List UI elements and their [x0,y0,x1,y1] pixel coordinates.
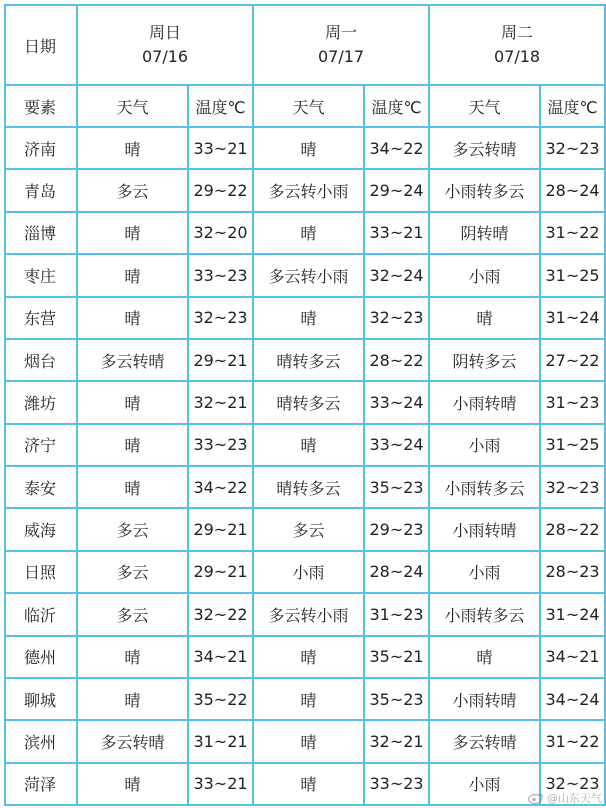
watermark [528,790,602,806]
weather-cell: 晴 [253,763,364,805]
day-header-monday [253,5,429,85]
table-row [5,339,605,381]
weather-cell: 小雨 [429,551,540,593]
date-label: 07/16 [141,47,189,66]
weather-cell: 小雨转晴 [429,678,540,720]
city-cell: 烟台 [5,339,77,381]
temp-cell: 33~24 [364,424,429,466]
day-header-sunday [77,5,253,85]
temp-label-cell: 温度℃ [540,85,605,127]
element-label-cell: 要素 [5,85,77,127]
date-label-cell: 日期 [5,5,77,85]
weather-cell: 晴转多云 [253,381,364,423]
weather-cell: 阴转多云 [429,339,540,381]
weather-forecast-table [4,4,606,806]
temp-cell: 31~23 [540,381,605,423]
weather-cell: 晴 [77,466,188,508]
weather-cell: 多云转小雨 [253,169,364,211]
temp-cell: 28~22 [540,508,605,550]
city-cell: 淄博 [5,212,77,254]
weather-cell: 晴 [77,297,188,339]
temp-cell: 35~21 [364,636,429,678]
temp-cell: 33~21 [188,127,253,169]
temp-cell: 33~23 [188,424,253,466]
weather-cell: 多云 [77,508,188,550]
weather-cell: 多云转晴 [429,127,540,169]
temp-cell: 32~21 [188,381,253,423]
temp-cell: 27~22 [540,339,605,381]
temp-label-cell: 温度℃ [364,85,429,127]
temp-cell: 31~24 [540,593,605,635]
weather-cell: 小雨转多云 [429,593,540,635]
temp-cell: 31~25 [540,254,605,296]
temp-cell: 31~25 [540,424,605,466]
table-row [5,551,605,593]
temp-cell: 28~23 [540,551,605,593]
temp-cell: 28~24 [364,551,429,593]
temp-cell: 29~21 [188,551,253,593]
day-header-tuesday [429,5,605,85]
weather-cell: 小雨 [253,551,364,593]
weather-cell: 小雨转多云 [429,466,540,508]
temp-cell: 31~24 [540,297,605,339]
table-row [5,297,605,339]
temp-cell: 34~22 [364,127,429,169]
weibo-icon [528,792,544,804]
table-row [5,169,605,211]
temp-cell: 32~23 [540,466,605,508]
weather-cell: 多云 [77,593,188,635]
weather-cell: 多云转晴 [77,720,188,762]
weather-cell: 多云 [77,169,188,211]
weather-cell: 晴 [253,678,364,720]
date-label: 07/18 [493,47,541,66]
weather-label-cell: 天气 [77,85,188,127]
weather-cell: 晴 [77,127,188,169]
weather-cell: 晴 [253,720,364,762]
city-cell: 菏泽 [5,763,77,805]
table-row [5,593,605,635]
temp-cell: 31~23 [364,593,429,635]
temp-cell: 33~21 [364,212,429,254]
temp-cell: 34~24 [540,678,605,720]
weather-cell: 多云转小雨 [253,254,364,296]
city-cell: 泰安 [5,466,77,508]
weekday-label: 周日 [149,23,182,42]
weather-cell: 小雨 [429,254,540,296]
weather-cell: 晴转多云 [253,466,364,508]
table-row [5,254,605,296]
city-cell: 潍坊 [5,381,77,423]
weather-cell: 多云 [253,508,364,550]
temp-cell: 33~23 [364,763,429,805]
temp-cell: 35~23 [364,678,429,720]
weather-cell: 晴 [77,636,188,678]
city-cell: 临沂 [5,593,77,635]
temp-cell: 29~24 [364,169,429,211]
weekday-label: 周二 [501,23,534,42]
weather-cell: 晴 [429,636,540,678]
temp-cell: 29~21 [188,339,253,381]
weather-cell: 晴 [77,212,188,254]
weather-cell: 小雨转晴 [429,508,540,550]
temp-cell: 35~22 [188,678,253,720]
temp-cell: 28~24 [540,169,605,211]
temp-cell: 29~21 [188,508,253,550]
weather-cell: 晴 [253,127,364,169]
weather-cell: 晴转多云 [253,339,364,381]
weather-cell: 小雨转多云 [429,169,540,211]
weather-cell: 晴 [77,254,188,296]
weather-label-cell: 天气 [429,85,540,127]
date-label: 07/17 [317,47,365,66]
subheader-row [5,85,605,127]
weather-cell: 小雨 [429,763,540,805]
weekday-label: 周一 [325,23,358,42]
table-row [5,720,605,762]
temp-cell: 34~22 [188,466,253,508]
table-row [5,763,605,805]
table-row [5,636,605,678]
temp-cell: 32~22 [188,593,253,635]
table-row [5,678,605,720]
temp-cell: 32~23 [540,763,605,805]
city-cell: 东营 [5,297,77,339]
weather-label-cell: 天气 [253,85,364,127]
weather-cell: 小雨转晴 [429,381,540,423]
temp-cell: 32~23 [364,297,429,339]
temp-cell: 32~24 [364,254,429,296]
temp-cell: 33~23 [188,254,253,296]
table-row [5,212,605,254]
table-row [5,381,605,423]
temp-cell: 35~23 [364,466,429,508]
temp-cell: 34~21 [540,636,605,678]
temp-cell: 28~22 [364,339,429,381]
city-cell: 济南 [5,127,77,169]
weather-cell: 晴 [77,763,188,805]
weather-cell: 晴 [253,636,364,678]
temp-cell: 31~22 [540,212,605,254]
city-cell: 日照 [5,551,77,593]
temp-cell: 29~22 [188,169,253,211]
weather-cell: 多云转晴 [77,339,188,381]
city-cell: 枣庄 [5,254,77,296]
table-row [5,508,605,550]
temp-cell: 32~23 [540,127,605,169]
city-cell: 德州 [5,636,77,678]
weather-cell: 晴 [77,678,188,720]
header-row [5,5,605,85]
weather-cell: 多云转小雨 [253,593,364,635]
temp-cell: 31~22 [540,720,605,762]
weather-cell: 多云转晴 [429,720,540,762]
weather-cell: 晴 [253,297,364,339]
watermark-text: @山东天气 [547,792,602,805]
temp-cell: 32~23 [188,297,253,339]
weather-cell: 晴 [77,381,188,423]
table-row [5,466,605,508]
city-cell: 青岛 [5,169,77,211]
weather-cell: 晴 [253,424,364,466]
temp-cell: 32~20 [188,212,253,254]
table-body [5,5,605,805]
temp-cell: 34~21 [188,636,253,678]
city-cell: 济宁 [5,424,77,466]
city-cell: 威海 [5,508,77,550]
weather-cell: 小雨 [429,424,540,466]
table-row [5,424,605,466]
weather-cell: 晴 [429,297,540,339]
temp-label-cell: 温度℃ [188,85,253,127]
temp-cell: 29~23 [364,508,429,550]
temp-cell: 33~21 [188,763,253,805]
weather-cell: 晴 [77,424,188,466]
city-cell: 聊城 [5,678,77,720]
weather-cell: 晴 [253,212,364,254]
weather-cell: 多云 [77,551,188,593]
temp-cell: 33~24 [364,381,429,423]
temp-cell: 31~21 [188,720,253,762]
weather-cell: 阴转晴 [429,212,540,254]
city-cell: 滨州 [5,720,77,762]
table-row [5,127,605,169]
temp-cell: 32~21 [364,720,429,762]
